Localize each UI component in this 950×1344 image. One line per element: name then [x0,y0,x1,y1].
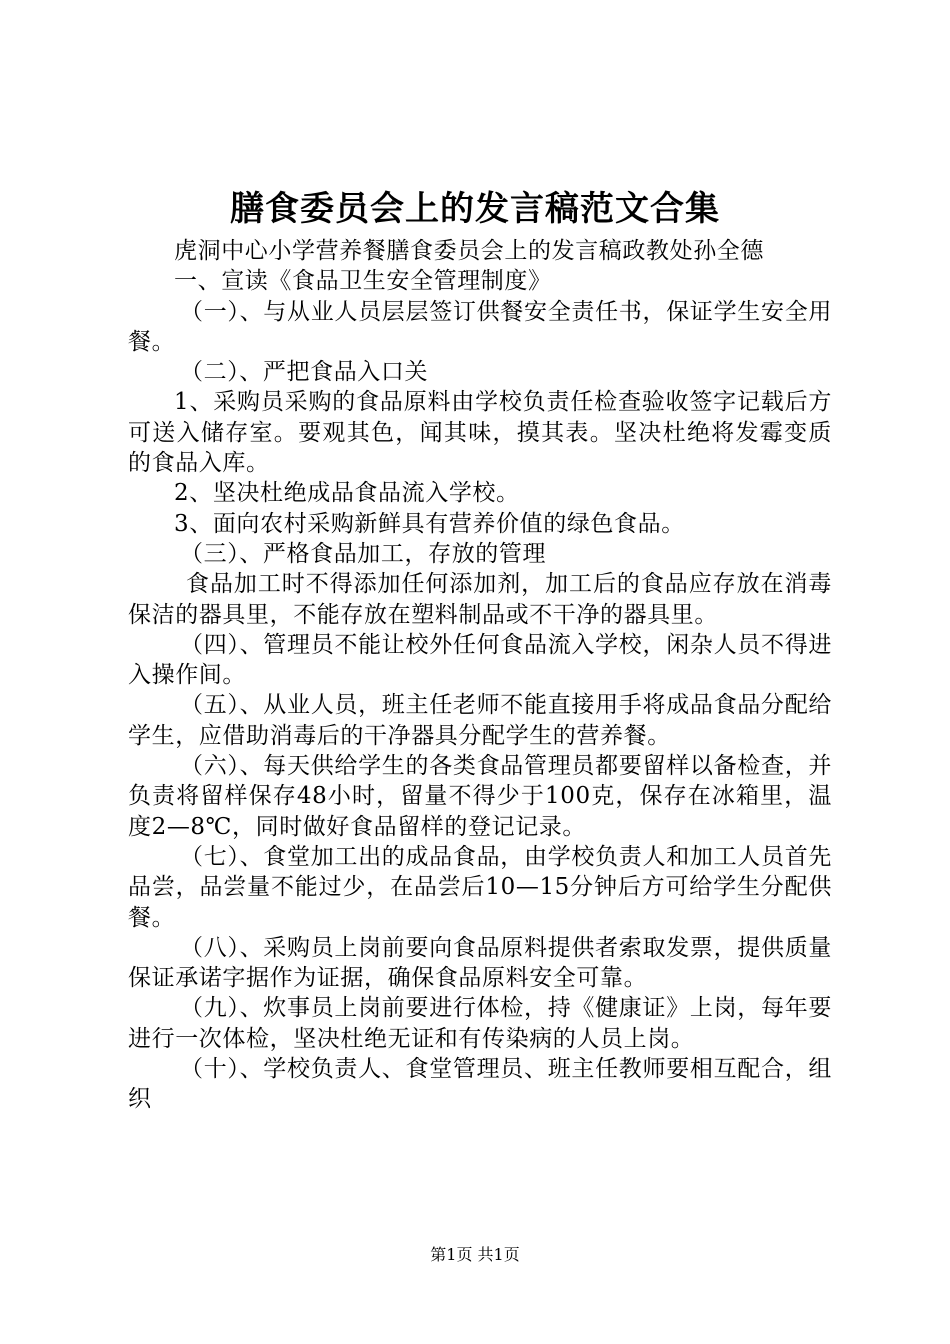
paragraph-item-6: （六）、每天供给学生的各类食品管理员都要留样以备检查，并负责将留样保存48小时，留量不得少于100克，保存在冰箱里，温度2—8℃，同时做好食品留样的登记记录。 [128,753,832,840]
paragraph-subitem-1: 1、采购员采购的食品原料由学校负责任检查验收签字记载后方可送入储存室。要观其色，闻其味，摸其表。坚决杜绝将发霉变质的食品入库。 [128,389,832,477]
paragraph-item-3: （三）、严格食品加工，存放的管理 [180,540,547,567]
paragraph-item-9: （九）、炊事员上岗前要进行体检，持《健康证》上岗，每年要进行一次体检，坚决杜绝无证和有传染病的人员上岗。 [128,995,832,1052]
paragraph-subitem-2: 2、坚决杜绝成品食品流入学校。 [174,480,520,507]
paragraph-section-heading: 一、宣读《食品卫生安全管理制度》 [174,268,552,295]
paragraph-item-10: （十）、学校负责人、食堂管理员、班主任教师要相互配合，组织 [128,1056,832,1113]
page-number-footer: 第1页 共1页 [430,1245,520,1264]
document-body [128,236,832,1115]
paragraph-item-5: （五）、从业人员，班主任老师不能直接用手将成品食品分配给学生，应借助消毒后的干净器具分配学生的营养餐。 [128,692,832,749]
paragraph-item-1: （一）、与从业人员层层签订供餐安全责任书，保证学生安全用餐。 [128,298,832,355]
paragraph-subitem-3: 3、面向农村采购新鲜具有营养价值的绿色食品。 [174,510,685,537]
paragraph-author-line: 虎洞中心小学营养餐膳食委员会上的发言稿政教处孙全德 [174,238,764,264]
paragraph-item-7: （七）、食堂加工出的成品食品，由学校负责人和加工人员首先品尝，品尝量不能过少，在品尝后10—15分钟后方可给学生分配供餐。 [128,843,832,931]
paragraph-item-3-detail: 食品加工时不得添加任何添加剂，加工后的食品应存放在消毒保洁的器具里，不能存放在塑料制品或不干净的器具里。 [128,571,832,628]
paragraph-item-4: （四）、管理员不能让校外任何食品流入学校，闲杂人员不得进入操作间。 [128,631,832,689]
paragraph-item-2: （二）、严把食品入口关 [180,359,429,386]
document-title: 膳食委员会上的发言稿范文合集 [230,189,720,229]
paragraph-item-8: （八）、采购员上岗前要向食品原料提供者索取发票，提供质量保证承诺字据作为证据，确保食品原料安全可靠。 [128,934,832,992]
